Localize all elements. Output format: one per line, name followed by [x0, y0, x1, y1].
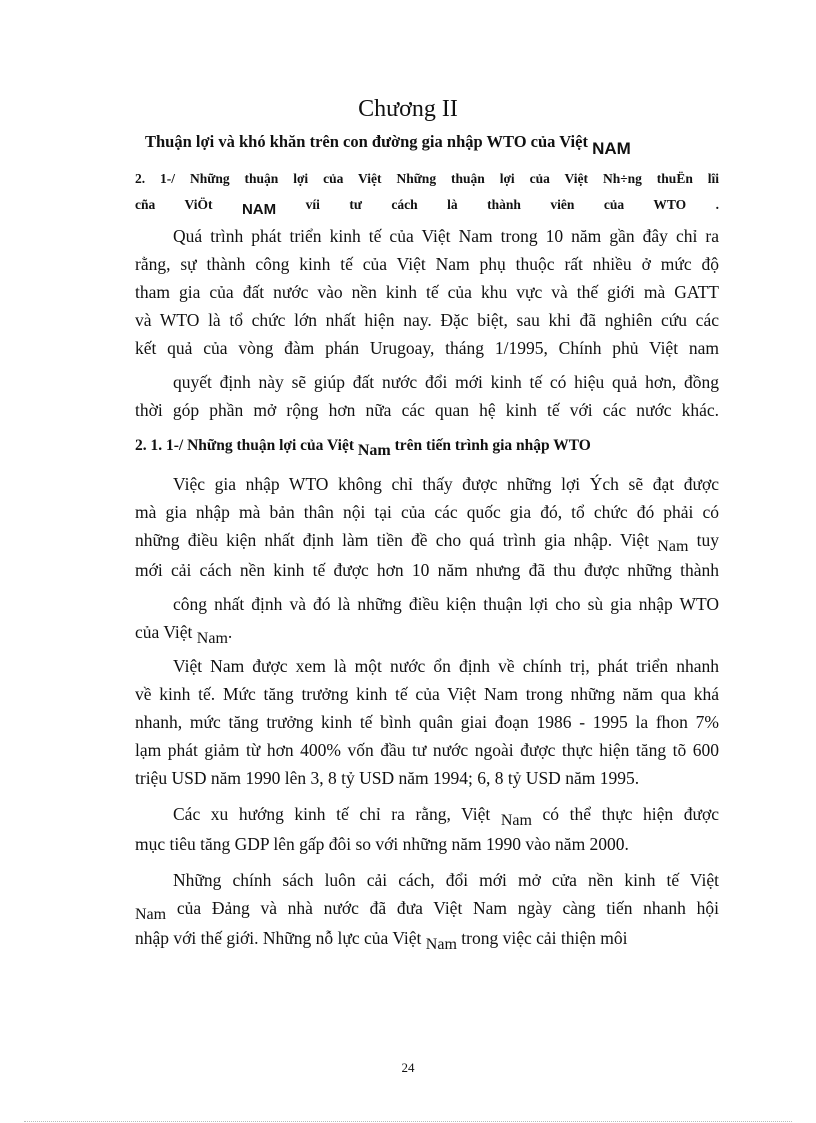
para1-line: Quá trình phát triển kinh tế của Việt Nam trong 10 năm gần đây chỉ ra	[173, 226, 719, 246]
para6-line: mục tiêu tăng GDP lên gấp đôi so với những năm 1990 vào năm 2000.	[135, 834, 629, 854]
para1-line: và WTO là tổ chức lớn nhất hiện nay. Đặc biệt, sau khi đã nghiên cứu các	[135, 310, 719, 330]
paragraph-6	[135, 800, 719, 858]
para1-line: tham gia của đất nước vào nền kinh tế của khu vực và thế giới mà GATT	[135, 282, 719, 302]
para4-line: công nhất định và đó là những điều kiện thuận lợi cho sù gia nhập WTO	[173, 594, 719, 614]
para3-line: mà gia nhập mà bản thân nội tại của các quốc gia đó, tổ chức đó phải có	[135, 502, 719, 522]
paragraph-3	[135, 470, 719, 584]
section1-line1: 2. 1-/ Những thuận lợi của Việt Những thuận lợi của Việt Nh÷ng thuËn lîi	[135, 171, 720, 186]
chapter-subtitle	[145, 132, 631, 158]
page-number: 24	[401, 1060, 415, 1075]
para7-line: nhập với thế giới. Những nỗ lực của Việt Nam trong việc cải thiện môi	[135, 928, 628, 953]
para4-line: của Việt Nam.	[135, 622, 233, 647]
para5-line: triệu USD năm 1990 lên 3, 8 tỷ USD năm 1994; 6, 8 tỷ USD năm 1995.	[135, 768, 640, 788]
paragraph-5	[135, 652, 719, 792]
para3-line: những điều kiện nhất định làm tiền đề cho quá trình gia nhập. Việt Nam tuy	[135, 530, 720, 555]
section1-heading	[135, 166, 719, 218]
page-bottom-rule	[24, 1121, 792, 1122]
para3-line: mới cải cách nền kinh tế được hơn 10 năm nhưng đã thu được những thành	[135, 560, 719, 580]
subtitle-text: Thuận lợi và khó khăn trên con đường gia nhập WTO của Việt	[145, 132, 588, 151]
para5-line: nhanh, mức tăng trưởng kinh tế bình quân giai đoạn 1986 - 1995 la fhon 7%	[135, 712, 719, 732]
para5-line: Việt Nam được xem là một nước ổn định về chính trị, phát triển nhanh	[173, 656, 719, 676]
paragraph-1	[135, 222, 719, 362]
para5-line: lạm phát giảm từ hơn 400% vốn đầu tư nước ngoài được thực hiện tăng tõ 600	[135, 740, 719, 760]
section2-heading: 2. 1. 1-/ Những thuận lợi của Việt Nam trên tiến trình gia nhập WTO	[135, 437, 591, 459]
paragraph-4	[135, 590, 719, 648]
para2-line: quyết định này sẽ giúp đất nước đổi mới kinh tế có hiệu quả hơn, đồng	[173, 372, 719, 392]
paragraph-7	[135, 866, 719, 954]
paragraph-2	[135, 368, 719, 424]
para1-line: kết quả của vòng đàm phán Urugoay, tháng 1/1995, Chính phủ Việt nam	[135, 338, 719, 358]
section1-line2: cña ViÖt NAM víi tư cách là thành viên của WTO .	[135, 197, 719, 218]
para1-line: rằng, sự thành công kinh tế của Việt Nam phụ thuộc rất nhiều ở mức độ	[135, 254, 719, 274]
para3-line: Việc gia nhập WTO không chỉ thấy được những lợi Ých sẽ đạt được	[173, 474, 719, 494]
chapter-title: Chương II	[358, 96, 458, 122]
para2-line: thời góp phần mở rộng hơn nữa các quan hệ kinh tế với các nước khác.	[135, 400, 719, 420]
para7-line: Nam của Đảng và nhà nước đã đưa Việt Nam ngày càng tiến nhanh hội	[135, 898, 720, 923]
para7-line: Những chính sách luôn cải cách, đổi mới mở cửa nền kinh tế Việt	[173, 870, 719, 890]
para6-line: Các xu hướng kinh tế chỉ ra rằng, Việt Nam có thể thực hiện được	[173, 804, 719, 829]
para5-line: về kinh tế. Mức tăng trưởng kinh tế của Việt Nam trong những năm qua khá	[135, 684, 719, 704]
subtitle-nam: NAM	[592, 139, 631, 158]
